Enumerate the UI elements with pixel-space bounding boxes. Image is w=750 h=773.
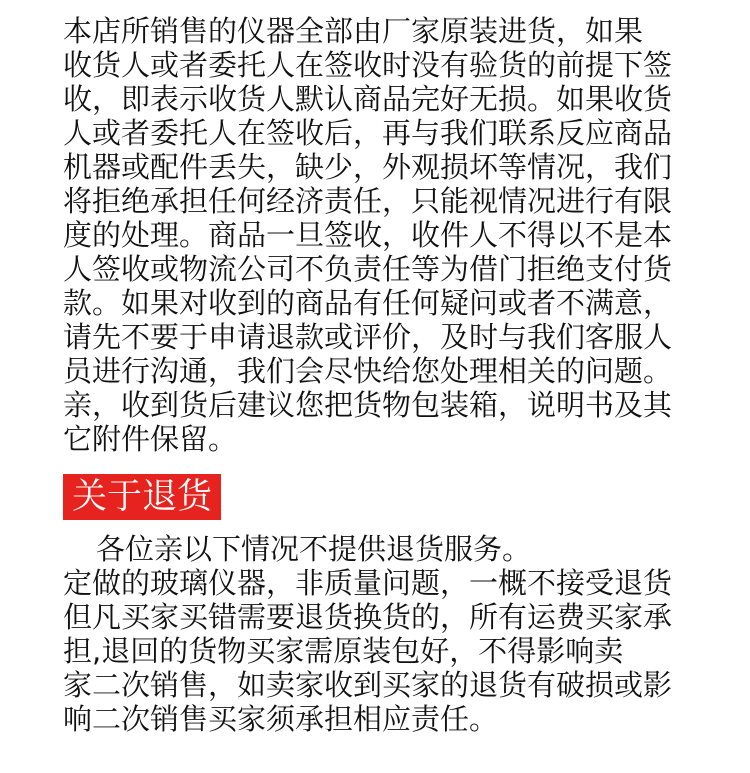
notice-line: 请先不要于申请退款或评价，及时与我们客服人 bbox=[63, 320, 673, 354]
notice-line: 亲，收到货后建议您把货物包装箱，说明书及其 bbox=[63, 388, 673, 422]
notice-line: 本店所销售的仪器全部由厂家原装进货，如果 bbox=[63, 14, 644, 48]
notice-line: 人或者委托人在签收后，再与我们联系反应商品 bbox=[63, 116, 673, 150]
notice-line: 它附件保留。 bbox=[63, 422, 238, 456]
notice-line: 员进行沟通，我们会尽快给您处理相关的问题。 bbox=[63, 354, 673, 388]
returns-policy-paragraph bbox=[63, 532, 673, 736]
returns-section-heading: 关于退货 bbox=[63, 474, 221, 520]
inspection-notice-paragraph bbox=[63, 14, 673, 456]
returns-line: 家二次销售，如卖家收到买家的退货有破损或影 bbox=[63, 668, 673, 702]
notice-line: 收，即表示收货人默认商品完好无损。如果收货 bbox=[63, 82, 673, 116]
returns-line: 但凡买家买错需要退货换货的，所有运费买家承 bbox=[63, 600, 673, 634]
returns-line: 担,退回的货物买家需原装包好，不得影响卖 bbox=[63, 634, 624, 668]
notice-line: 度的处理。商品一旦签收，收件人不得以不是本 bbox=[63, 218, 673, 252]
returns-line: 定做的玻璃仪器，非质量问题，一概不接受退货 bbox=[63, 566, 673, 600]
notice-line: 人签收或物流公司不负责任等为借门拒绝支付货 bbox=[63, 252, 673, 286]
notice-line: 款。如果对收到的商品有任何疑问或者不满意， bbox=[63, 286, 673, 320]
returns-line: 各位亲以下情况不提供退货服务。 bbox=[96, 532, 532, 566]
returns-line: 响二次销售买家须承担相应责任。 bbox=[63, 702, 499, 736]
notice-line: 机器或配件丢失，缺少，外观损坏等情况，我们 bbox=[63, 150, 673, 184]
notice-line: 将拒绝承担任何经济责任，只能视情况进行有限 bbox=[63, 184, 673, 218]
notice-line: 收货人或者委托人在签收时没有验货的前提下签 bbox=[63, 48, 673, 82]
